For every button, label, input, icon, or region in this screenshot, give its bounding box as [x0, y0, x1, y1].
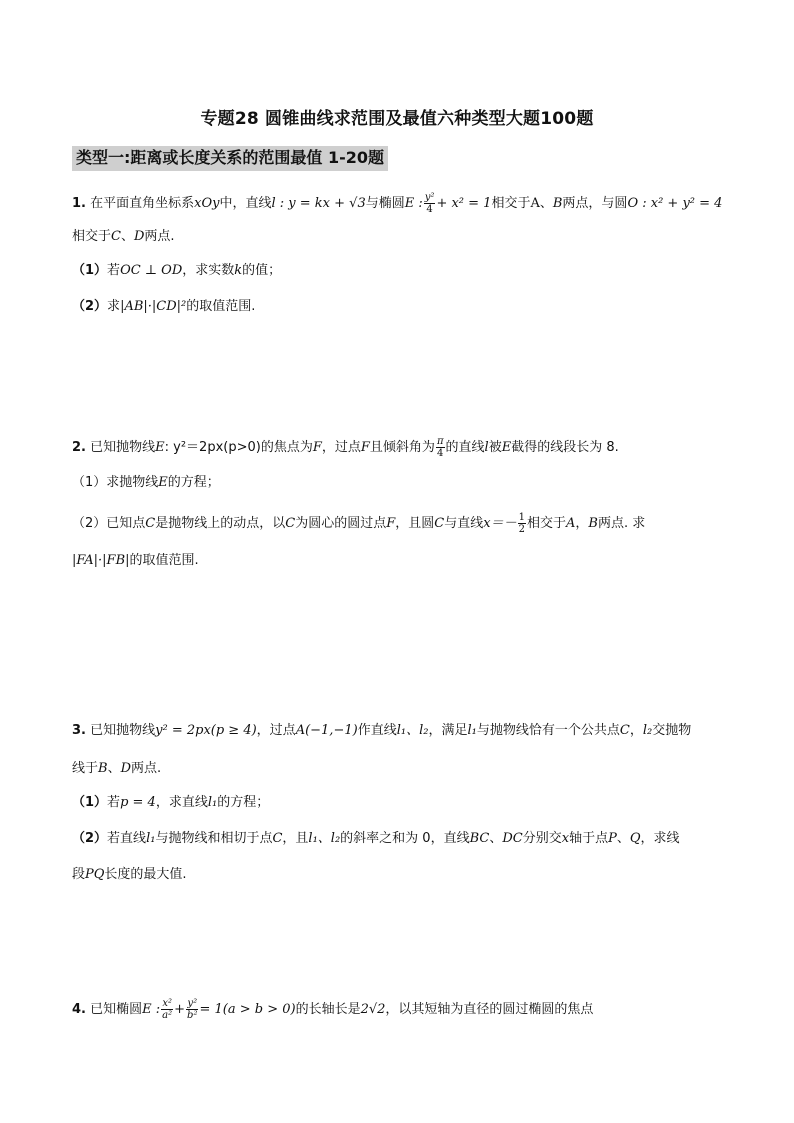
q2-part2-line2: |FA|·|FB|的取值范围.: [72, 553, 199, 568]
q2-angle-fraction: $\frac{\pi}{4}$: [436, 436, 444, 459]
q3-part2-line2: 段PQ长度的最大值.: [72, 867, 187, 882]
q3-stem-line1: 3. 已知抛物线y² = 2px(p ≥ 4)，过点A(−1,−1)作直线l₁、l₂，满足l₁与抛物线恰有一个公共点C，l₂交抛物: [72, 723, 692, 738]
q2-part2-line1: （2）已知点C是抛物线上的动点，以C为圆心的圆过点F，且圆C与直线x＝－ $\frac{1}{2}$ 相交于A，B两点. 求: [72, 512, 646, 535]
q1-stem-line1: 1. 在平面直角坐标系xOy中，直线l : y = kx + √3与椭圆E : $\frac{\text{y²}}{4}$ + x² = 1相交于A、B两点，与圆O : x² + y² = 4: [72, 192, 723, 215]
q1-fraction: $\frac{\text{y²}}{4}$: [424, 192, 435, 215]
q4-fraction-y: $\frac{\text{y²}}{\text{b²}}$: [187, 998, 198, 1021]
q4-fraction-x: $\frac{\text{x²}}{\text{a²}}$: [162, 998, 173, 1021]
q1-part1: （1）若OC ⊥ OD，求实数k的值；: [72, 263, 282, 278]
q4-number: 4.: [72, 1002, 86, 1017]
q1-number: 1.: [72, 196, 86, 211]
q2-part1: （1）求抛物线E的方程；: [72, 475, 220, 490]
q1-part2: （2）求|AB|·|CD|²的取值范围.: [72, 299, 256, 314]
q3-stem-line2: 线于B、D两点.: [72, 761, 162, 776]
q4-stem-line1: 4. 已知椭圆E : $\frac{\text{x²}}{\text{a²}}$ + $\frac{\text{y²}}{\text{b²}}$ = 1(a > b > 0)的长轴长是2√2，以其短轴为直径的圆过椭圆的焦点: [72, 998, 594, 1021]
q2-number: 2.: [72, 440, 86, 455]
q1-line-equation: l : y = kx + √3: [271, 196, 366, 211]
q3-part2-line1: （2）若直线l₁与抛物线和相切于点C，且l₁、l₂的斜率之和为 0，直线BC、DC分别交x轴于点P、Q，求线: [72, 831, 680, 846]
q1-circle-equation: O : x² + y² = 4: [627, 196, 723, 211]
q2-stem-line1: 2. 已知抛物线E: y²＝2px(p>0)的焦点为F，过点F且倾斜角为 $\frac{\pi}{4}$ 的直线l被E截得的线段长为 8.: [72, 436, 619, 459]
q3-number: 3.: [72, 723, 86, 738]
section-heading: 类型一:距离或长度关系的范围最值 1-20题: [72, 146, 388, 171]
q3-part1: （1）若p = 4，求直线l₁的方程；: [72, 795, 270, 810]
document-title: 专题28 圆锥曲线求范围及最值六种类型大题100题: [200, 109, 594, 129]
q1-stem-line2: 相交于C、D两点.: [72, 229, 175, 244]
q2-half-fraction: $\frac{1}{2}$: [518, 512, 525, 535]
